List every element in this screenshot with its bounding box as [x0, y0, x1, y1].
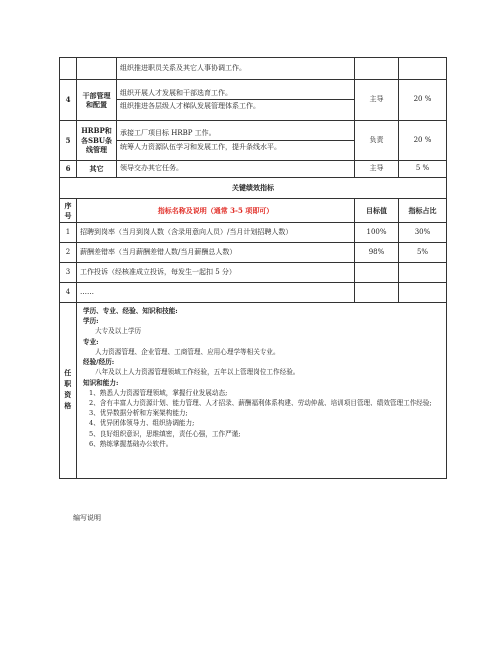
kpi-target: [355, 283, 399, 303]
duty-weight: 20 %: [399, 121, 447, 161]
duty-category: 其它: [77, 161, 117, 178]
duty-description: [117, 58, 355, 80]
kpi-row: [60, 243, 447, 263]
duty-row: [60, 161, 447, 178]
kpi-name: 薪酬差错率（当月薪酬差错人数/当月薪酬总人数）: [77, 243, 355, 263]
duty-role: [355, 58, 399, 80]
kpi-no: 4: [60, 283, 77, 303]
kpi-name: 工作投诉（经核准成立投诉，每发生一起扣 5 分）: [77, 263, 355, 283]
qualifications-row: [60, 303, 447, 479]
kpi-row: [60, 223, 447, 243]
qualifications-label-cell: [60, 303, 77, 479]
duty-category: [77, 58, 117, 80]
duty-weight: 20 %: [399, 80, 447, 121]
duty-no: 4: [60, 80, 77, 121]
duty-item: 组织推进各层级人才梯队发展管理体系工作。: [117, 99, 354, 112]
kpi-col-weight: 指标占比: [399, 199, 447, 223]
duty-weight: [399, 58, 447, 80]
skill-item: 6、熟练掌握基础办公软件。: [89, 439, 173, 448]
kpi-target: 98%: [355, 243, 399, 263]
duty-description: [117, 161, 355, 178]
duty-description: [117, 80, 355, 121]
duty-row: [60, 58, 447, 80]
duty-item: 统筹人力资源队伍学习和发展工作，提升条线水平。: [117, 140, 354, 153]
duty-description: [117, 121, 355, 161]
skills-label: 知识和能力:: [83, 378, 119, 387]
kpi-weight: [399, 263, 447, 283]
major-label: 专业:: [83, 337, 99, 346]
duty-item: 承接工厂项目标 HRBP 工作。: [120, 129, 216, 138]
skill-item: 2、含有丰富人力资源计划、能力管理、人才招录、薪酬福利体系构建、劳动仲裁、培训项目管理、绩效管理工作经验;: [89, 398, 432, 407]
footer-note: 编写说明: [73, 514, 101, 522]
kpi-section-title: 关键绩效指标: [60, 178, 447, 199]
duty-no: 6: [60, 161, 77, 178]
qualifications-label: 任职资格: [63, 368, 73, 413]
kpi-col-no: 序号: [60, 199, 77, 223]
duty-row: [60, 80, 447, 121]
qualifications-heading: 学历、专业、经验、知识和技能:: [83, 307, 178, 315]
education-label: 学历:: [83, 317, 99, 326]
kpi-no: 1: [60, 223, 77, 243]
duty-role: 主导: [355, 161, 399, 178]
duty-row: [60, 121, 447, 161]
kpi-col-target: 目标值: [355, 199, 399, 223]
duty-no: [60, 58, 77, 80]
kpi-header-row: [60, 199, 447, 223]
duty-weight: 5 %: [399, 161, 447, 178]
kpi-no: 3: [60, 263, 77, 283]
kpi-weight: 30%: [399, 223, 447, 243]
duty-item: 领导交办其它任务。: [120, 164, 183, 173]
kpi-row: [60, 263, 447, 283]
duty-role: 负责: [355, 121, 399, 161]
skill-item: 1、熟悉人力资源管理领域，掌握行业发展动态;: [89, 388, 228, 397]
experience-label: 经验/经历:: [83, 358, 115, 367]
kpi-row: [60, 283, 447, 303]
job-description-table: [59, 57, 447, 479]
duty-item: 组织开展人才发展和干部选育工作。: [120, 88, 232, 97]
kpi-name: 招聘到岗率（当月到岗人数（含录用意向人员）/当月计划招聘人数）: [77, 223, 355, 243]
kpi-no: 2: [60, 243, 77, 263]
experience-value: 八年及以上人力资源管理领域工作经验，五年以上管理岗位工作经验。: [95, 368, 300, 377]
major-value: 人力资源管理、企业管理、工商管理、应用心理学等相关专业。: [95, 347, 280, 356]
kpi-weight: [399, 283, 447, 303]
education-value: 大专及以上学历: [95, 327, 142, 336]
kpi-col-name: 指标名称及说明（通常 3-5 项即可）: [77, 199, 355, 223]
kpi-weight: 5%: [399, 243, 447, 263]
duty-category: HRBP和各SBU条线管理: [77, 121, 117, 161]
skill-item: 4、优异团体领导力、组织协调能力;: [89, 419, 195, 428]
qualifications-content: [77, 303, 447, 479]
skill-item: 3、优异数据分析和方案架构能力;: [89, 409, 188, 418]
duty-no: 5: [60, 121, 77, 161]
kpi-target: 100%: [355, 223, 399, 243]
document-page: [59, 57, 446, 479]
duty-category: 干部管理和配置: [77, 80, 117, 121]
skill-item: 5、良好组织意识，思维缜密，责任心强，工作严谨;: [89, 429, 241, 438]
kpi-target: [355, 263, 399, 283]
duty-role: 主导: [355, 80, 399, 121]
kpi-section-title-row: [60, 178, 447, 199]
kpi-name: ……: [77, 283, 355, 303]
duty-item: 组织推进职员关系及其它人事协调工作。: [120, 63, 246, 72]
